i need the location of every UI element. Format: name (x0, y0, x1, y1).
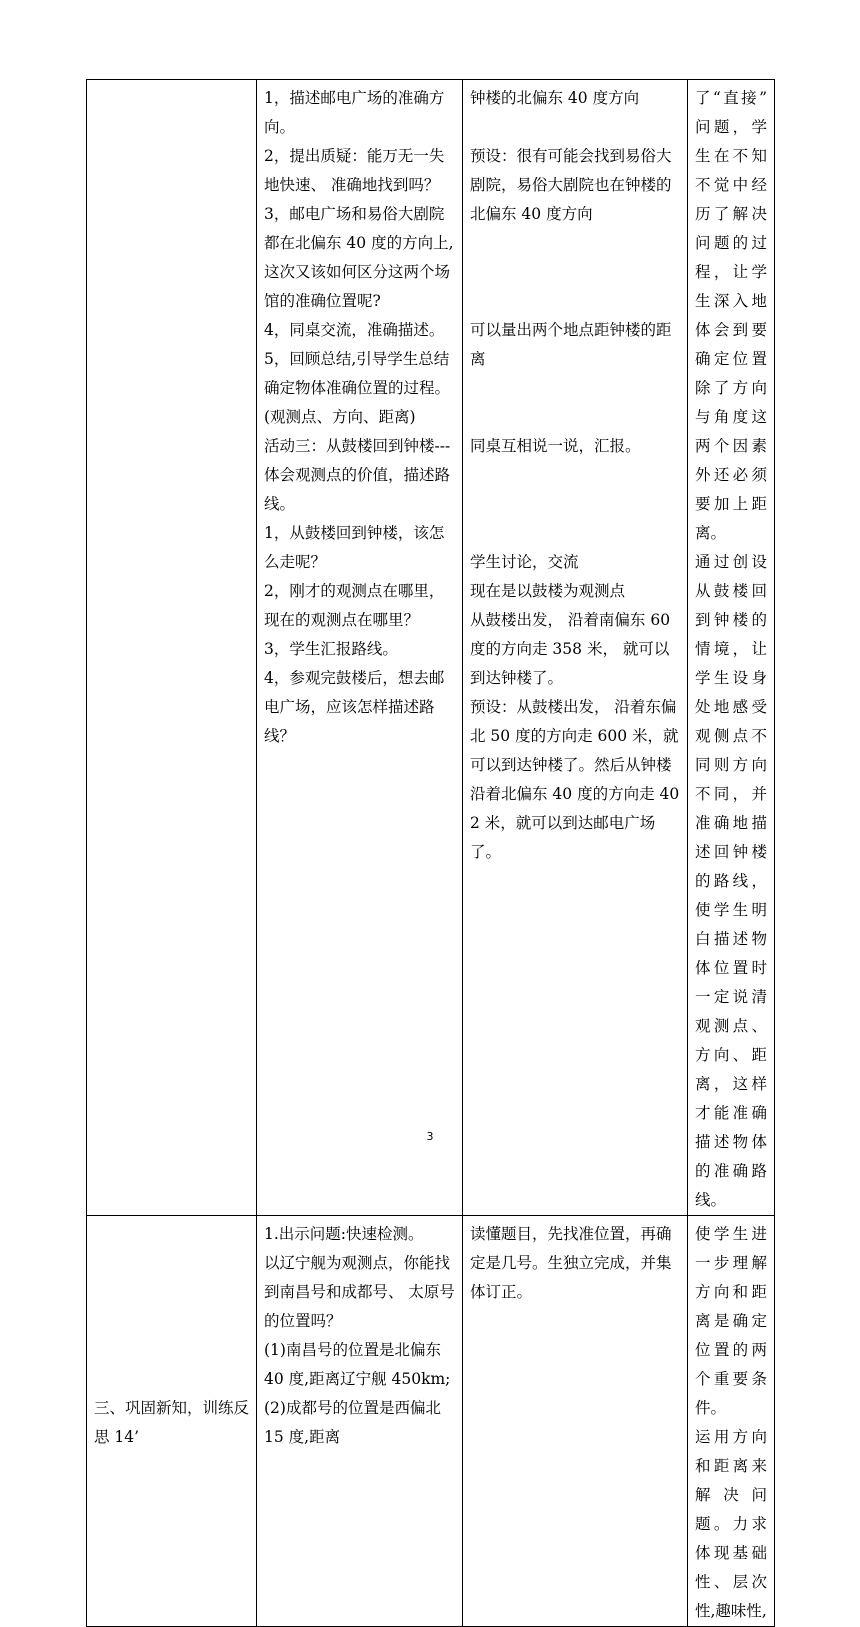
student-response: 可以量出两个地点距钟楼的距离 (470, 321, 672, 368)
student-response: 从鼓楼出发， 沿着南偏东 60 度的方向走 358 米， 就可以到达钟楼了。 (470, 611, 671, 687)
student-response: 学生讨论，交流 (470, 553, 579, 571)
student-response: 预设：从鼓楼出发， 沿着东偏北 50 度的方向走 600 米，就可以到达钟楼了。然后从钟楼沿着北偏东 40 度的方向走 402 米，就可以到达邮电广场了。 (470, 698, 680, 861)
student-activity-cell (463, 1216, 688, 1627)
teacher-step: 4，同桌交流，准确描述。 (264, 321, 445, 339)
teacher-step: 3，邮电广场和易俗大剧院都在北偏东 40 度的方向上,这次又该如何区分这两个场馆的准确位置呢? (264, 205, 454, 310)
lesson-plan-table (86, 79, 775, 1627)
teacher-step: 以辽宁舰为观测点，你能找到南昌号和成都号、 太原号的位置吗？ (264, 1254, 455, 1330)
design-intent: 使学生进一步理解方向和距离是确定位置的两个重要条件。 (695, 1225, 767, 1417)
teacher-activity-cell (257, 80, 463, 1216)
design-intent-cell (688, 1216, 775, 1627)
page-number: 3 (426, 1130, 434, 1143)
student-response: 读懂题目，先找准位置，再确定是几号。生独立完成，并集体订正。 (470, 1225, 672, 1301)
stage-cell (87, 1216, 257, 1627)
teacher-step: 4，参观完鼓楼后，想去邮电广场，应该怎样描述路线？ (264, 669, 445, 745)
student-response: 现在是以鼓楼为观测点 (470, 582, 626, 600)
teacher-step: 3，学生汇报路线。 (264, 640, 398, 658)
table-row (87, 1216, 775, 1627)
teacher-activity-cell (257, 1216, 463, 1627)
student-response: 钟楼的北偏东 40 度方向 (470, 89, 640, 107)
student-response: 预设：很有可能会找到易俗大剧院，易俗大剧院也在钟楼的北偏东 40 度方向 (470, 147, 672, 223)
stage-cell (87, 80, 257, 1216)
teacher-step: 活动三：从鼓楼回到钟楼---体会观测点的价值，描述路线。 (264, 437, 451, 513)
design-intent: 了“直接” 问题，学生在不知不觉中经历了解决问题的过程，让学生深入地体会到要确定位置除了方向与角度这两个因素外还必须要加上距离。 (695, 89, 767, 542)
design-intent: 通过创设从鼓楼回到钟楼的情境，让学生设身处地感受观侧点不同则方向不同，并准确地描述回钟楼的路线，使学生明白描述物体位置时一定说清观测点、方向、距离，这样才能准确描述物体的准确路线。 (695, 553, 767, 1209)
teacher-step: 1.出示问题:快速检测。 (264, 1225, 424, 1243)
design-intent-cell (688, 80, 775, 1216)
stage-label: 三、巩固新知，训练反思 14’ (94, 1399, 250, 1446)
teacher-step: (1)南昌号的位置是北偏东 40 度,距离辽宁舰 450km; (2)成都号的位置是西偏北 15 度,距离 (264, 1341, 451, 1446)
teacher-step: 2，提出质疑：能万无一失地快速、 准确地找到吗？ (264, 147, 445, 194)
teacher-step: 1，描述邮电广场的准确方向。 (264, 89, 445, 136)
teacher-step: 5，回顾总结,引导学生总结确定物体准确位置的过程。(观测点、方向、距离) (264, 350, 451, 426)
student-activity-cell (463, 80, 688, 1216)
teacher-step: 2，刚才的观测点在哪里，现在的观测点在哪里？ (264, 582, 445, 629)
table-row (87, 80, 775, 1216)
student-response: 同桌互相说一说，汇报。 (470, 437, 641, 455)
teacher-step: 1，从鼓楼回到钟楼，该怎么走呢？ (264, 524, 445, 571)
design-intent: 运用方向和距离来解决问题。力求体现基础性、层次性,趣味性, (695, 1428, 767, 1620)
